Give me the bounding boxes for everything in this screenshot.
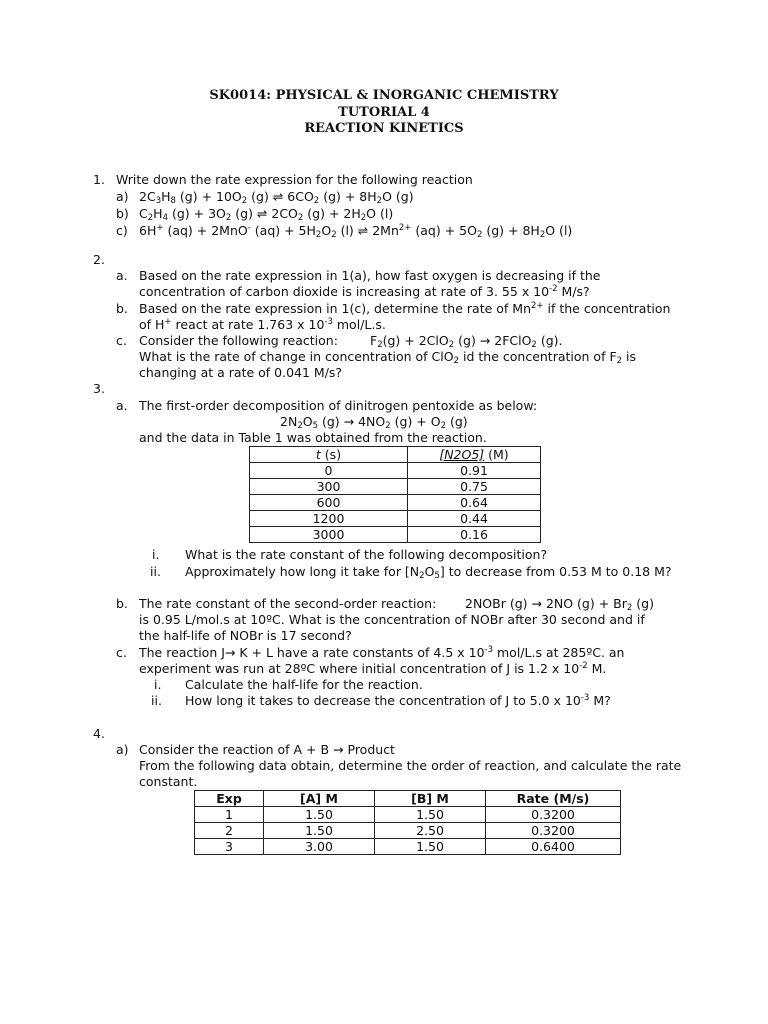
q2b-line2: of H+ react at rate 1.763 x $10^{-3}$ mol/L.s. [139,317,386,332]
q2c-text: Consider the following reaction: [139,333,338,348]
q1-number: 1. [93,172,105,187]
q3c-label: c. [116,645,127,660]
q3b-text: The rate constant of the second-order reaction: [139,596,437,611]
table-1-header-concentration: [N2O5] (M) [408,447,541,463]
q1b-label: b) [116,206,129,221]
q3ci-text: Calculate the half-life for the reaction. [185,677,423,692]
q3a-data-text: and the data in Table 1 was obtained from the reaction. [139,430,487,445]
q3aii-text: Approximately how long it take for $[N_2O_5]$ to decrease from 0.53 M to 0.18 M? [185,564,672,581]
q3a-equation: $2N_2O_5$ $(g) \to 4NO_2$ $(g) + O_2$ (g) [280,414,468,431]
q3a-text: The first-order decomposition of dinitrogen pentoxide as below: [139,398,538,413]
q3b-line2: is 0.95 L/mol.s at 10ºC. What is the concentration of NOBr after 30 second and if [139,612,645,627]
table-2 [194,790,621,855]
q4-number: 4. [93,726,105,741]
table-2-header-exp: Exp [195,791,264,807]
q3ai-label: i. [152,547,160,562]
q2c-line2: What is the rate of change in concentration of ClO$_2$ id the concentration of $F_2$ is [139,349,637,366]
table-row: 600 0.64 [250,495,541,511]
q1a-label: a) [116,189,129,204]
q3-number: 3. [93,381,105,396]
q4a-label: a) [116,742,129,757]
q2b-line1: Based on the rate expression in 1(c), determine the rate of $Mn^{2+}$ if the concentration [139,301,671,316]
q1b-equation: $C_2H_4$ $(g) + 3O_2$ (g) ⇌ $2CO_2$ $(g) + 2H_2O$ (l) [139,206,394,223]
q3b-line3: the half-life of NOBr is 17 second? [139,628,352,643]
table-row: 3000 0.16 [250,527,541,543]
q1c-label: c) [116,223,128,238]
q2a-label: a. [116,268,128,283]
q3c-line2: experiment was run at 28ºC where initial concentration of J is 1.2 x $10^{-2}$ M. [139,661,607,676]
table-row: 300 0.75 [250,479,541,495]
q3aii-label: ii. [150,564,161,579]
q1-text: Write down the rate expression for the following reaction [116,172,473,187]
q3b-label: b. [116,596,128,611]
q3cii-label: ii. [151,693,162,708]
q2b-label: b. [116,301,128,316]
q1a-equation: $2C_3H_8$ $(g) + 10O_2$ (g) ⇌ $6CO_2$ $(g) + 8H_2O$ (g) [139,189,414,206]
document-header [0,88,768,138]
table-1-header-time: t (s) [250,447,408,463]
q2a-line1: Based on the rate expression in 1(a), how fast oxygen is decreasing if the [139,268,601,283]
q3c-line1: The reaction J→ K + L have a rate constants of 4.5 x $10^{-3}$ mol/L.s at 285ºC. an [139,645,625,660]
q2c-line3: changing at a rate of 0.041 M/s? [139,365,343,380]
q3cii-text: How long it takes to decrease the concentration of J to 5.0 x $10^{-3}$ M? [185,693,611,708]
table-2-header-a: [A] M [264,791,375,807]
table-2-header-b: [B] M [375,791,486,807]
table-2-header-row [195,791,621,807]
table-row: 1200 0.44 [250,511,541,527]
q1c-equation: 6H+ (aq) + 2MnO- $(aq) + 5H_2O_2$ (l) ⇌ $2Mn^{2+}$ $(aq) + 5O_2$ $(g) + 8H_2O$ (l) [139,223,573,240]
q4a-text: Consider the reaction of A + B → Product [139,742,395,757]
table-1 [249,446,541,543]
q3ai-text: What is the rate constant of the following decomposition? [185,547,548,562]
q3ci-label: i. [154,677,162,692]
table-row: 3 3.00 1.50 0.6400 [195,839,621,855]
table-row: 0 0.91 [250,463,541,479]
course-title: SK0014: PHYSICAL & INORGANIC CHEMISTRY [209,88,559,103]
table-row: 1 1.50 1.50 0.3200 [195,807,621,823]
table-2-header-rate: Rate (M/s) [486,791,621,807]
topic-title: REACTION KINETICS [304,121,464,136]
q3b-equation: 2NOBr (g) → 2NO $(g) + Br_2$ (g) [465,596,654,613]
q3a-label: a. [116,398,128,413]
q4a-line3: constant. [139,774,198,789]
q2c-equation: $F_2(g) + 2ClO_2$ (g) → 2FClO$_2$ (g). [370,333,563,350]
q2-number: 2. [93,252,105,267]
table-row: 2 1.50 2.50 0.3200 [195,823,621,839]
q4a-line2: From the following data obtain, determine the order of reaction, and calculate the rate [139,758,682,773]
tutorial-number: TUTORIAL 4 [338,104,430,120]
q2c-label: c. [116,333,127,348]
table-1-header-row [250,447,541,463]
q2a-line2: concentration of carbon dioxide is increasing at rate of 3. 55 x $10^{-2}$ M/s? [139,284,590,299]
